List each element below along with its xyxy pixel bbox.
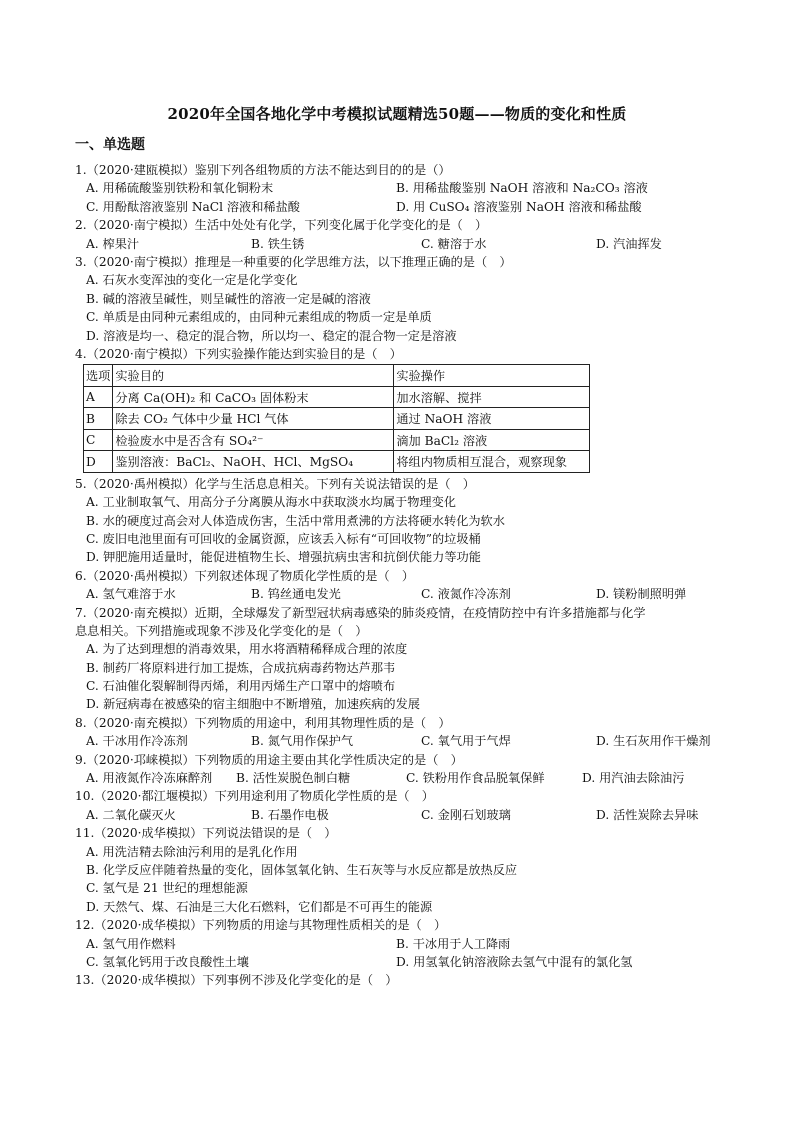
question-12-options-ab bbox=[75, 935, 735, 953]
option-b: B. 用稀盐酸鉴别 NaOH 溶液和 Na₂CO₃ 溶液 bbox=[396, 181, 648, 196]
option-c: C. 氧气用于气焊 bbox=[421, 734, 511, 749]
question-list bbox=[75, 161, 735, 990]
option-d: D. 溶液是均一、稳定的混合物，所以均一、稳定的混合物一定是溶液 bbox=[86, 328, 457, 343]
question-13-stem: 13.（2020·成华模拟）下列事例不涉及化学变化的是（ ） bbox=[75, 973, 398, 988]
question-1-options-cd bbox=[75, 198, 735, 216]
table-cell: 加水溶解、搅拌 bbox=[394, 386, 590, 408]
table-cell: 通过 NaOH 溶液 bbox=[394, 408, 590, 430]
table-cell: 除去 CO₂ 气体中少量 HCl 气体 bbox=[113, 408, 394, 430]
question-6-options bbox=[75, 585, 735, 603]
option-d: D. 生石灰用作干燥剂 bbox=[596, 734, 711, 749]
option-c: C. 用酚酞溶液鉴别 NaCl 溶液和稀盐酸 bbox=[86, 199, 300, 214]
option-b: B. 干冰用于人工降雨 bbox=[396, 936, 511, 951]
table-row bbox=[84, 386, 590, 408]
table-row bbox=[84, 408, 590, 430]
table-cell: 滴加 BaCl₂ 溶液 bbox=[394, 429, 590, 451]
option-c: C. 金刚石划玻璃 bbox=[421, 807, 511, 822]
option-d: D. 天然气、煤、石油是三大化石燃料，它们都是不可再生的能源 bbox=[86, 899, 433, 914]
option-a: A. 干冰用作冷冻剂 bbox=[86, 734, 188, 749]
option-b: B. 钨丝通电发光 bbox=[251, 587, 341, 602]
question-10-stem: 10.（2020·都江堰模拟）下列用途利用了物质化学性质的是（ ） bbox=[75, 789, 434, 804]
table-cell: 鉴别溶液：BaCl₂、NaOH、HCl、MgSO₄ bbox=[113, 451, 394, 473]
option-b: B. 活性炭脱色制白糖 bbox=[236, 771, 351, 786]
header-option: 选项 bbox=[84, 365, 113, 387]
question-7-stem-cont: 息息相关。下列措施或现象不涉及化学变化的是（ ） bbox=[75, 623, 368, 638]
header-operation: 实验操作 bbox=[394, 365, 590, 387]
option-c: C. 石油催化裂解制得丙烯，利用丙烯生产口罩中的熔喷布 bbox=[86, 679, 396, 694]
option-a: A. 为了达到理想的消毒效果，用水将酒精稀释成合理的浓度 bbox=[86, 642, 408, 657]
question-6-stem: 6.（2020·禹州模拟）下列叙述体现了物质化学性质的是（ ） bbox=[75, 568, 415, 583]
page-title: 2020年全国各地化学中考模拟试题精选50题——物质的变化和性质 bbox=[167, 105, 627, 123]
question-9-options bbox=[75, 769, 735, 787]
option-a: A. 用洗洁精去除油污利用的是乳化作用 bbox=[86, 844, 298, 859]
option-c: C. 氢气是 21 世纪的理想能源 bbox=[86, 881, 248, 896]
question-3-stem: 3.（2020·南宁模拟）推理是一种重要的化学思维方法，以下推理正确的是（ ） bbox=[75, 254, 512, 269]
option-d: D. 钾肥施用适量时，能促进植物生长、增强抗病虫害和抗倒伏能力等功能 bbox=[86, 550, 481, 565]
question-2-options bbox=[75, 235, 735, 253]
option-d: D. 用汽油去除油污 bbox=[582, 771, 685, 786]
table-cell: D bbox=[84, 451, 113, 473]
question-12-stem: 12.（2020·成华模拟）下列物质的用途与其物理性质相关的是（ ） bbox=[75, 918, 447, 933]
question-2-stem: 2.（2020·南宁模拟）生活中处处有化学，下列变化属于化学变化的是（ ） bbox=[75, 218, 488, 233]
option-d: D. 新冠病毒在被感染的宿主细胞中不断增殖，加速疾病的发展 bbox=[86, 697, 420, 712]
option-c: C. 氢氧化钙用于改良酸性土壤 bbox=[86, 954, 249, 969]
option-c: C. 单质是由同种元素组成的，由同种元素组成的物质一定是单质 bbox=[86, 310, 432, 325]
option-a: A. 榨果汁 bbox=[86, 236, 140, 251]
question-7-stem: 7.（2020·南充模拟）近期，全球爆发了新型冠状病毒感染的肺炎疫情，在疫情防控中有许多措施都与化学 bbox=[75, 605, 646, 620]
option-d: D. 镁粉制照明弹 bbox=[596, 587, 687, 602]
option-a: A. 氢气用作燃料 bbox=[86, 936, 176, 951]
option-d: D. 用 CuSO₄ 溶液鉴别 NaOH 溶液和稀盐酸 bbox=[396, 199, 642, 214]
question-12-options-cd bbox=[75, 953, 735, 971]
table-header-row bbox=[84, 365, 590, 387]
table-row bbox=[84, 451, 590, 473]
option-c: C. 糖溶于水 bbox=[421, 236, 487, 251]
option-c: C. 液氮作冷冻剂 bbox=[421, 587, 511, 602]
option-b: B. 制药厂将原料进行加工提炼，合成抗病毒药物达芦那韦 bbox=[86, 660, 396, 675]
question-8-options bbox=[75, 732, 735, 750]
option-a: A. 二氧化碳灭火 bbox=[86, 807, 176, 822]
option-a: A. 工业制取氧气、用高分子分离膜从海水中获取淡水均属于物理变化 bbox=[86, 495, 456, 510]
table-cell: A bbox=[84, 386, 113, 408]
question-9-stem: 9.（2020·邛崃模拟）下列物质的用途主要由其化学性质决定的是（ ） bbox=[75, 752, 463, 767]
option-a: A. 用液氮作冷冻麻醉剂 bbox=[86, 771, 213, 786]
option-c: C. 铁粉用作食品脱氧保鲜 bbox=[406, 771, 545, 786]
option-b: B. 氮气用作保护气 bbox=[251, 734, 354, 749]
table-row bbox=[84, 429, 590, 451]
option-b: B. 水的硬度过高会对人体造成伤害，生活中常用煮沸的方法将硬水转化为软水 bbox=[86, 513, 505, 528]
option-b: B. 化学反应伴随着热量的变化，固体氢氧化钠、生石灰等与水反应都是放热反应 bbox=[86, 863, 518, 877]
option-b: B. 碱的溶液呈碱性，则呈碱性的溶液一定是碱的溶液 bbox=[86, 291, 371, 306]
table-cell: 将组内物质相互混合，观察现象 bbox=[394, 451, 590, 473]
question-1-stem: 1.（2020·建瓯模拟）鉴别下列各组物质的方法不能达到目的的是（） bbox=[75, 163, 451, 177]
table-cell: B bbox=[84, 408, 113, 430]
question-5-stem: 5.（2020·禹州模拟）化学与生活息息相关。下列有关说法错误的是（ ） bbox=[75, 476, 475, 491]
header-purpose: 实验目的 bbox=[113, 365, 394, 387]
table-cell: C bbox=[84, 429, 113, 451]
question-4-stem: 4.（2020·南宁模拟）下列实验操作能达到实验目的是（ ） bbox=[75, 346, 402, 361]
option-a: A. 用稀硫酸鉴别铁粉和氧化铜粉末 bbox=[86, 181, 274, 196]
option-b: B. 铁生锈 bbox=[251, 236, 305, 251]
question-8-stem: 8.（2020·南充模拟）下列物质的用途中，利用其物理性质的是（ ） bbox=[75, 715, 451, 730]
question-10-options bbox=[75, 806, 735, 824]
experiment-table bbox=[83, 364, 590, 473]
option-d: D. 汽油挥发 bbox=[596, 236, 662, 251]
question-1-options-ab bbox=[75, 179, 735, 197]
option-a: A. 氢气难溶于水 bbox=[86, 587, 176, 602]
option-d: D. 活性炭除去异味 bbox=[596, 807, 699, 822]
option-c: C. 废旧电池里面有可回收的金属资源，应该丢入标有“可回收物”的垃圾桶 bbox=[86, 531, 481, 546]
option-a: A. 石灰水变浑浊的变化一定是化学变化 bbox=[86, 273, 298, 288]
section-heading: 一、单选题 bbox=[75, 137, 145, 153]
table-cell: 检验废水中是否含有 SO₄²⁻ bbox=[113, 429, 394, 451]
option-b: B. 石墨作电极 bbox=[251, 807, 329, 822]
option-d: D. 用氢氧化钠溶液除去氢气中混有的氯化氢 bbox=[396, 954, 633, 969]
table-cell: 分离 Ca(OH)₂ 和 CaCO₃ 固体粉末 bbox=[113, 386, 394, 408]
question-11-stem: 11.（2020·成华模拟）下列说法错误的是（ ） bbox=[75, 826, 337, 841]
